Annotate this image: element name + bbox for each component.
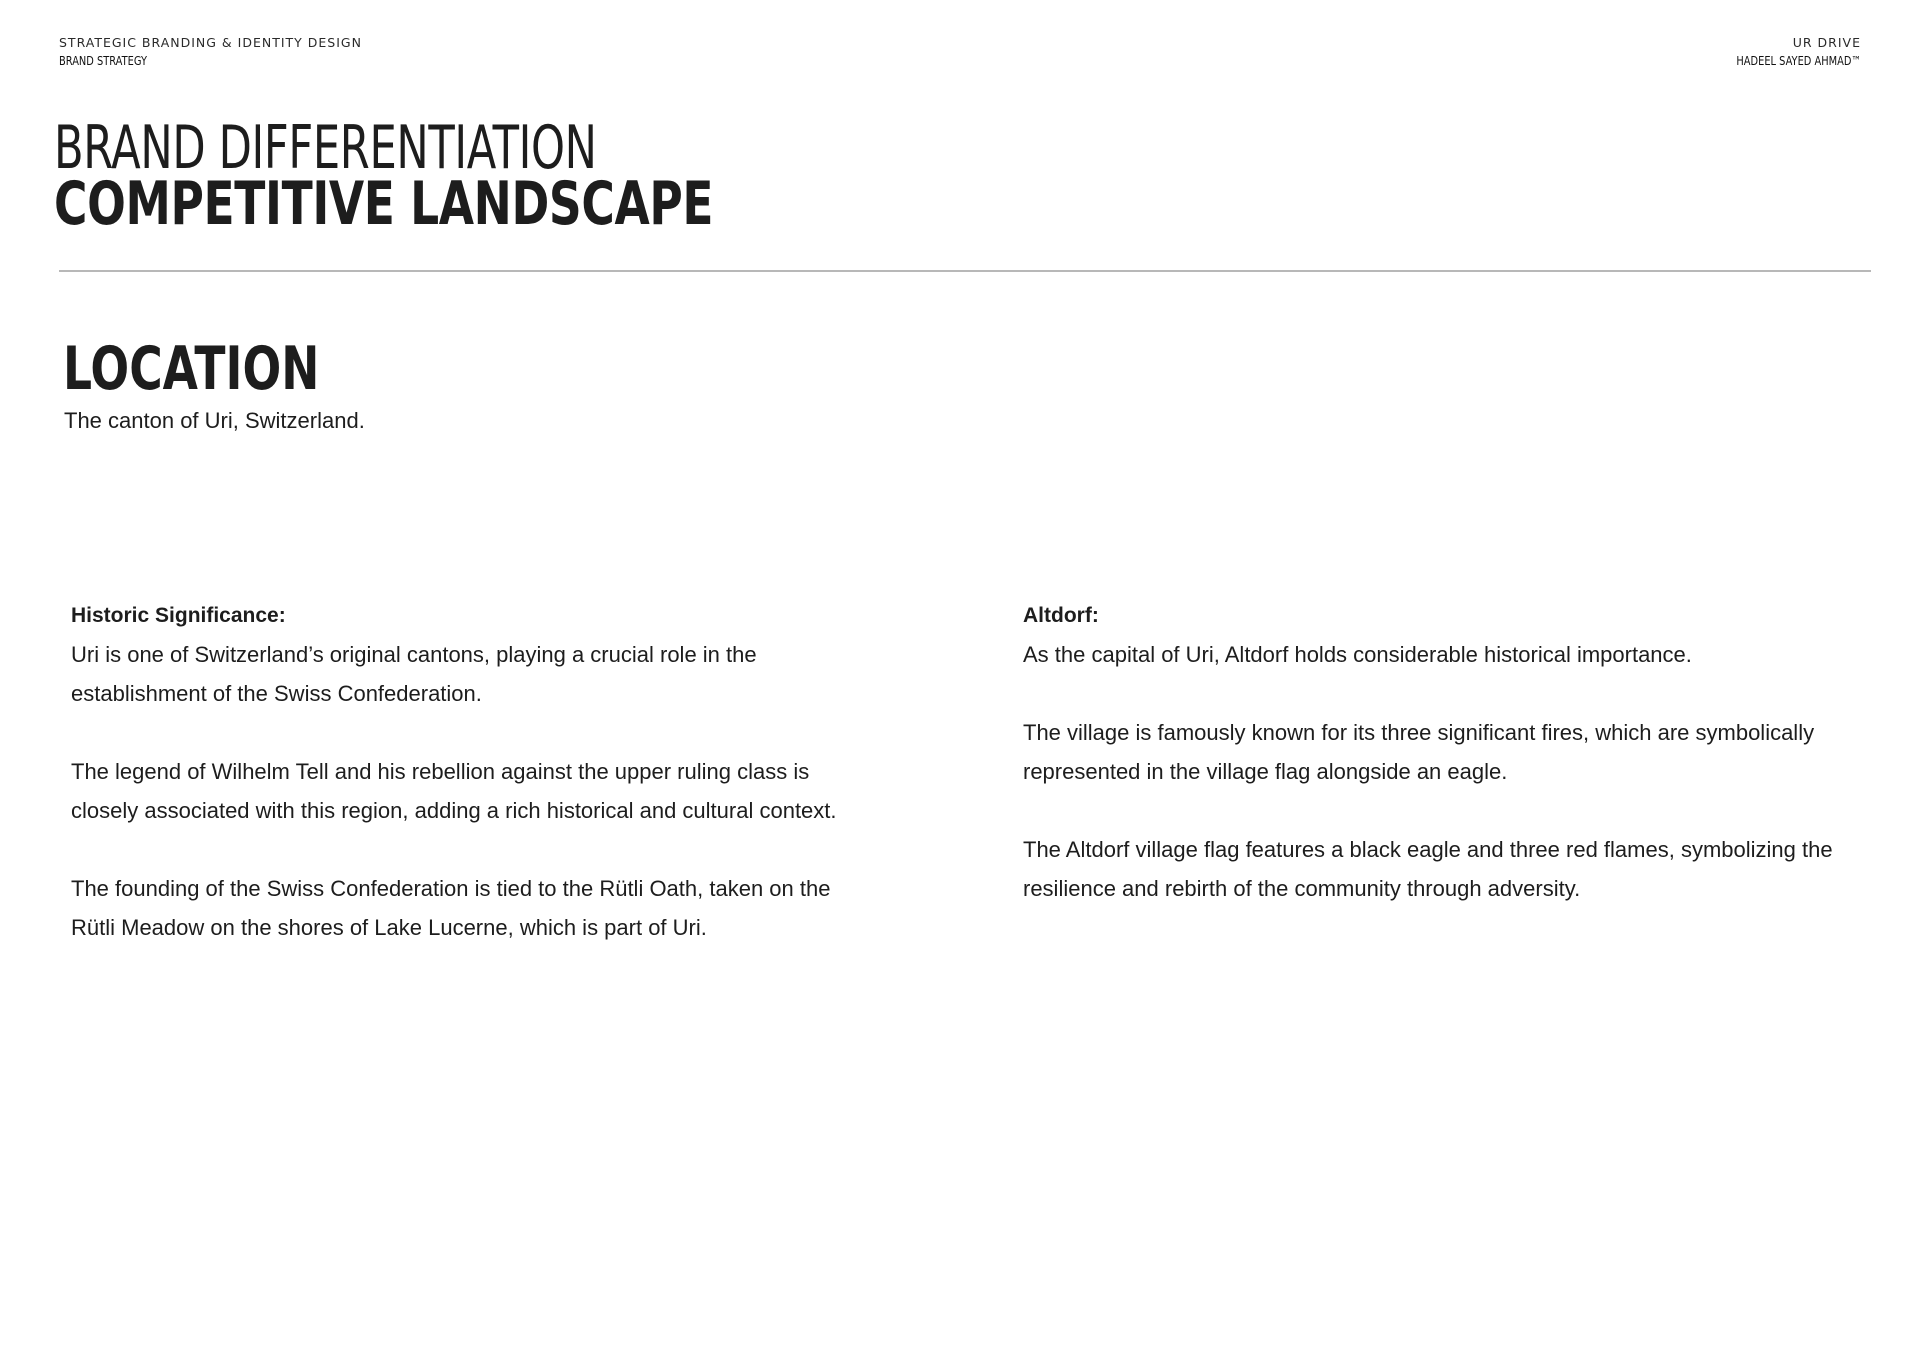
historic-significance-column bbox=[71, 596, 871, 947]
paragraph: The village is famously known for its three significant fires, which are symbolically represented in the village flag alongside an eagle. bbox=[1023, 720, 1815, 784]
location-heading: LOCATION bbox=[63, 334, 320, 404]
project-name: UR DRIVE bbox=[1792, 35, 1861, 50]
course-title: STRATEGIC BRANDING & IDENTITY DESIGN bbox=[59, 35, 362, 50]
header-left bbox=[59, 34, 362, 70]
altdorf-heading: Altdorf: bbox=[1023, 604, 1099, 627]
page-title-line1: BRAND DIFFERENTIATION bbox=[54, 113, 597, 183]
paragraph: The legend of Wilhelm Tell and his rebellion against the upper ruling class is closely associated with this region, adding a rich historical and cultural context. bbox=[71, 759, 837, 823]
location-subtitle: The canton of Uri, Switzerland. bbox=[64, 408, 365, 433]
divider bbox=[59, 270, 1871, 272]
paragraph: The founding of the Swiss Confederation is tied to the Rütli Oath, taken on the Rütli Meadow on the shores of Lake Lucerne, which is part of Uri. bbox=[71, 876, 831, 940]
page-title-line2: COMPETITIVE LANDSCAPE bbox=[54, 169, 714, 239]
paragraph: Uri is one of Switzerland’s original cantons, playing a crucial role in the establishment of the Swiss Confederation. bbox=[71, 642, 757, 706]
section-label: BRAND STRATEGY bbox=[59, 54, 148, 68]
paragraph: The Altdorf village flag features a black eagle and three red flames, symbolizing the resilience and rebirth of the community through adversity. bbox=[1023, 837, 1833, 901]
header-right bbox=[1709, 34, 1861, 70]
historic-significance-heading: Historic Significance: bbox=[71, 604, 286, 627]
page-title bbox=[54, 113, 921, 239]
altdorf-column bbox=[1023, 596, 1883, 908]
paragraph: As the capital of Uri, Altdorf holds considerable historical importance. bbox=[1023, 642, 1692, 667]
author-name: HADEEL SAYED AHMAD™ bbox=[1736, 54, 1861, 68]
